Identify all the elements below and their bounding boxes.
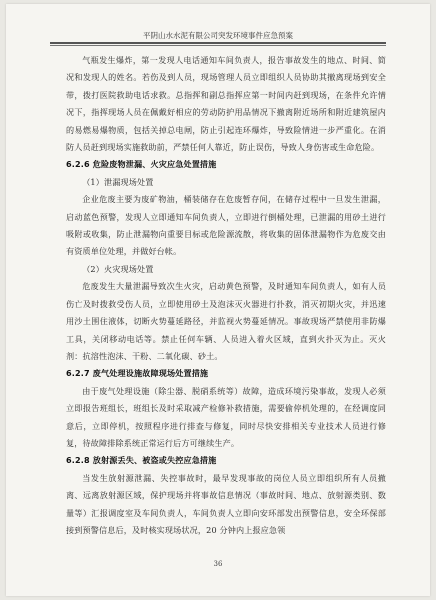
document-page — [6, 4, 430, 596]
header-rule-thin — [50, 45, 386, 46]
paragraph-radiation-source: 当发生放射源泄漏、失控事故时，最早发现事故的岗位人员立即组织所有人员撤离、远离放射源区域，保护现场并将事故信息情况（事故时间、地点、放射源类别、数量等）汇报调度室及车间负责人，车间负责人立即向安环部发出预警信息，安全环保部接到预警信息后，及时核实现场状况，20 分钟内上报应急领 — [66, 472, 386, 535]
paragraph-gas-cylinder: 气瓶发生爆炸，第一发现人电话通知车间负责人，报告事故发生的地点、时间、简况和发现人的姓名。若伤及到人员，现场管理人员立即组织人员协助其撤离现场到安全带，拨打医院救助电话求救。总指挥和副总指挥应第一时间内赶到现场，在条件允许情况下，指挥现场人员在佩戴好相应的劳动防护用品情况下撤离附近场所和附近建筑屋内的易燃易爆物质，包括关掉总电闸，防止引起连环爆炸，导致险情进一步严重化。在消防人员赶到现场实施救助前，严禁任何人靠近，防止误伤，导致人身伤害或生命危险。 — [66, 55, 386, 153]
subheading-fire: （2）火灾现场处置 — [82, 263, 154, 274]
paragraph-exhaust-failure: 由于废气处理设施（除尘器、脱硝系统等）故障，造成环境污染事故，发现人必须立即报告班组长，班组长及时采取减产检修补救措施，需要偷停机处理的，在经调度同意后，立即停机，按照程序进行排查与修复，同时尽快安排相关专业技术人员进行修复，待故障排除系统正常运行后方可继续生产。 — [66, 385, 386, 448]
subheading-leak: （1）泄漏现场处置 — [82, 176, 154, 187]
header-rule — [50, 42, 386, 44]
paragraph-fire-handling: 危废发生大量泄漏导致次生火灾，启动黄色预警，及时通知车间负责人，如有人员伤亡及时拨救受伤人员，立即使用砂土及泡沫灭火器进行扑救，消灭初期火灾，并迅速用沙土围住液体，切断火势蔓延路径，并监视火势蔓延情况。事故现场严禁使用非防爆工具，关闭移动电话等。禁止任何车辆、人员进入着火区域，直到火扑灭为止。灭火剂：抗溶性泡沫、干粉、二氧化碳、砂土。 — [66, 281, 386, 361]
section-heading-6-2-8: 6.2.8 放射源丢失、被盗或失控应急措施 — [66, 455, 217, 466]
paragraph-leak-handling: 企业危废主要为废矿物油，桶装储存在危废暂存间，在储存过程中一旦发生泄漏，启动蓝色预警，发现人立即通知车间负责人，立即进行倒桶处理，已泄漏的用砂土进行吸附或收集，防止泄漏物向重要目标或危险源流散，将收集的固体泄漏物作为危废交由有资质单位处理，并做好台帐。 — [66, 194, 386, 257]
section-heading-6-2-7: 6.2.7 废气处理设施故障现场处置措施 — [66, 368, 209, 379]
page-number: 36 — [213, 560, 223, 568]
running-header: 平阴山水水泥有限公司突发环境事件应急预案 — [143, 31, 293, 40]
body-text — [66, 52, 386, 539]
section-heading-6-2-6: 6.2.6 危险废物泄漏、火灾应急处置措施 — [66, 159, 217, 170]
